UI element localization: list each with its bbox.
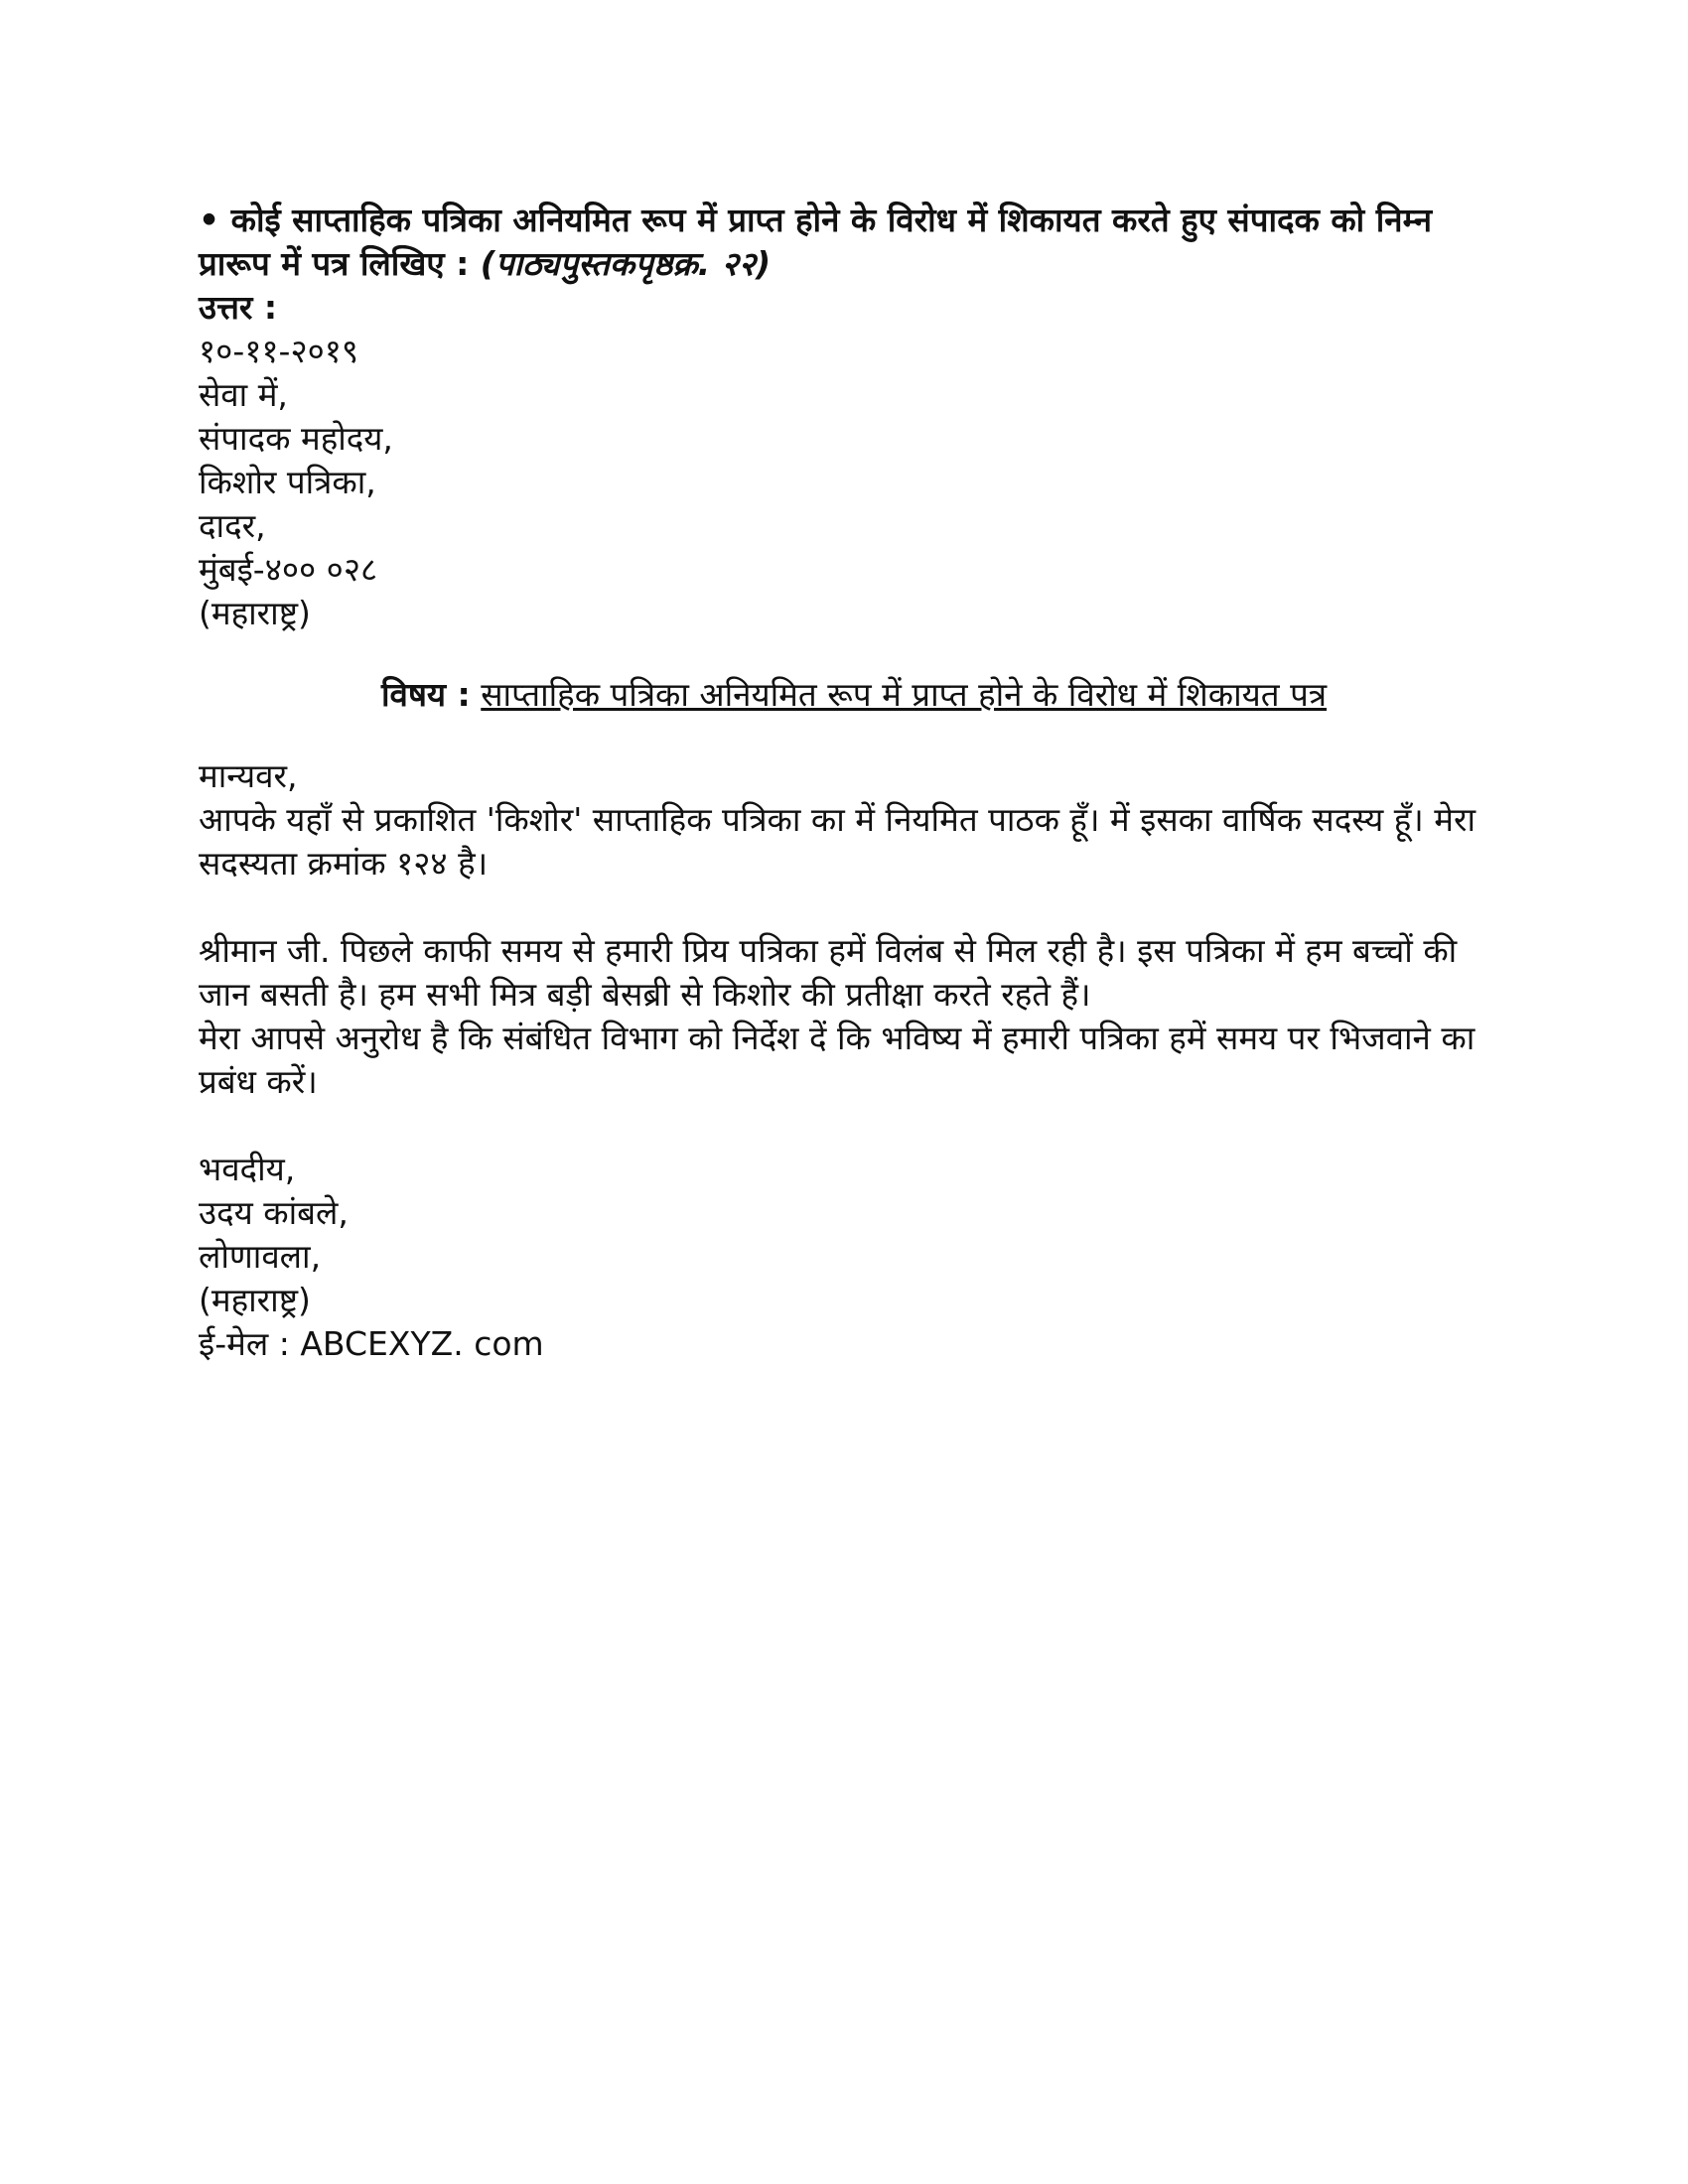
body-paragraph: श्रीमान जी. पिछले काफी समय से हमारी प्रिय पत्रिका हमें विलंब से मिल रही है। इस पत्रिका में हम बच्चों की जान बसती है। हम सभी मित्र बड़ी बेसब्री से किशोर की प्रतीक्षा करते रहते हैं। [199, 931, 1458, 1014]
address-line: किशोर पत्रिका, [199, 463, 376, 501]
sender-email: ई-मेल : ABCEXYZ. com [199, 1324, 544, 1363]
subject-text: साप्ताहिक पत्रिका अनियमित रूप में प्राप्त होने के विरोध में शिकायत पत्र [481, 675, 1328, 714]
body-paragraph: आपके यहाँ से प्रकाशित 'किशोर' साप्ताहिक पत्रिका का में नियमित पाठक हूँ। में इसका वार्षिक सदस्य हूँ। मेरा सदस्यता क्रमांक १२४ है। [199, 800, 1476, 883]
closing-line: (महाराष्ट्र) [199, 1281, 311, 1319]
answer-label: उत्तर : [199, 288, 278, 327]
subject-label: विषय : [380, 675, 471, 714]
closing-line: लोणावला, [199, 1237, 322, 1276]
salutation: मान्यवर, [199, 756, 298, 795]
sender-closing [199, 1148, 1489, 1366]
bullet: • [199, 201, 220, 239]
question-prompt [199, 199, 1489, 286]
address-line: (महाराष्ट्र) [199, 594, 311, 632]
question-text: कोई साप्ताहिक पत्रिका अनियमित रूप में प्राप्त होने के विरोध में शिकायत करते हुए संपादक को निम्न प्रारूप में पत्र लिखिए : [199, 201, 1433, 283]
recipient-address [199, 373, 1489, 635]
address-line: दादर, [199, 506, 266, 545]
letter-subject [199, 673, 1489, 717]
address-line: मुंबई-४०० ०२८ [199, 550, 378, 589]
letter-date: १०-११-२०१९ [199, 332, 359, 370]
closing-line: भवदीय, [199, 1150, 296, 1188]
address-line: संपादक महोदय, [199, 419, 393, 458]
letter-page [199, 199, 1489, 1366]
paragraph-spacer [199, 1104, 1489, 1148]
address-line: सेवा में, [199, 375, 288, 414]
closing-line: उदय कांबले, [199, 1193, 349, 1232]
textbook-reference: (पाठ्यपुस्तकपृष्ठक्र. २२) [480, 244, 772, 283]
paragraph-spacer [199, 886, 1489, 929]
body-paragraph: मेरा आपसे अनुरोध है कि संबंधित विभाग को निर्देश दें कि भविष्य में हमारी पत्रिका हमें समय पर भिजवाने का प्रबंध करें। [199, 1019, 1476, 1101]
